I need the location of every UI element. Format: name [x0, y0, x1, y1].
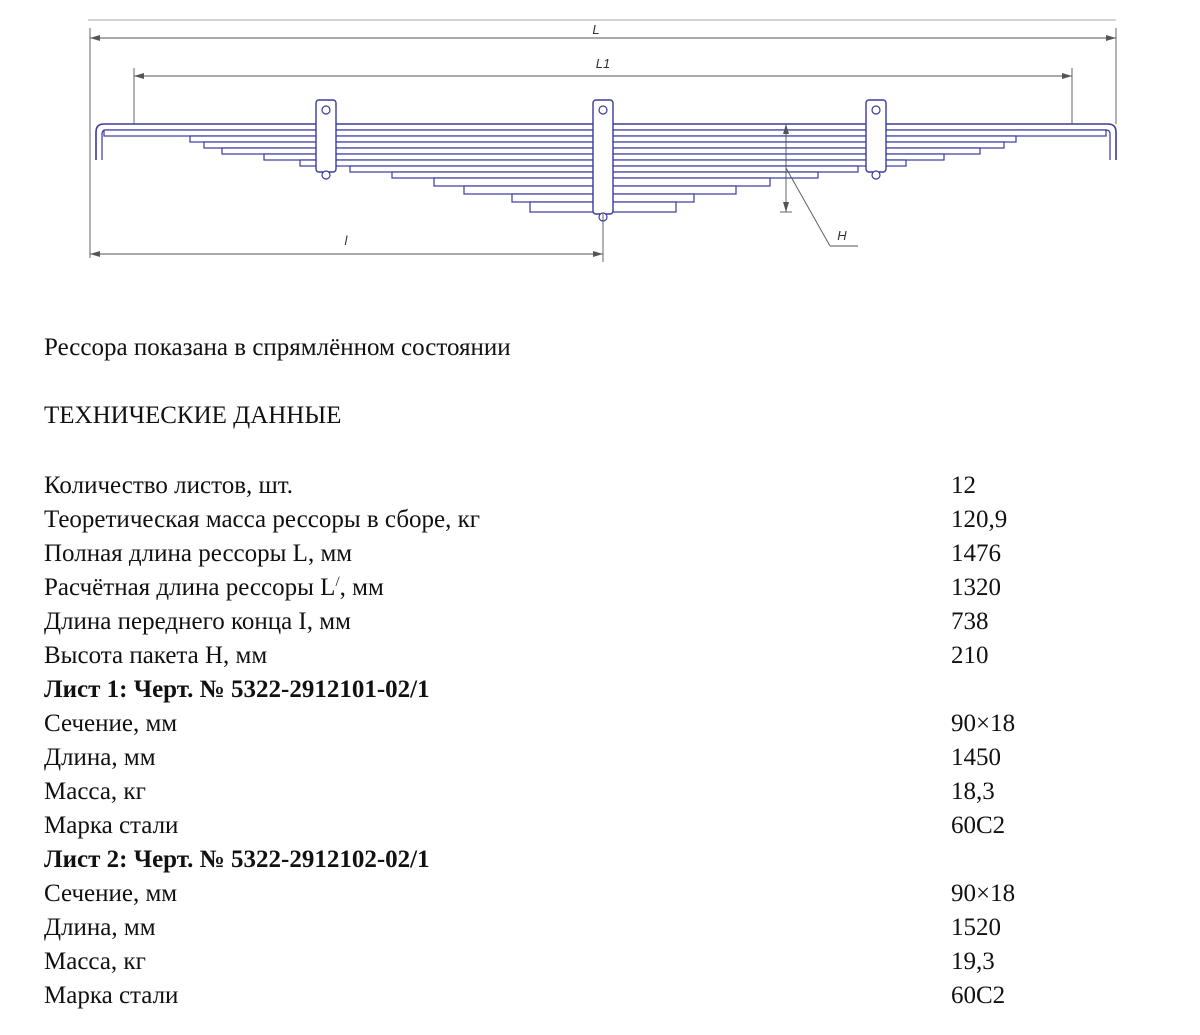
dim-label-L: L [592, 22, 600, 37]
clamp-bolt-hole [599, 106, 607, 114]
spec-row [44, 537, 1144, 571]
spec-row [44, 741, 1144, 775]
spec-value: 1450 [951, 744, 1001, 771]
spec-row [44, 775, 1144, 809]
spec-label: Масса, кг [44, 948, 146, 975]
spec-label: Длина переднего конца I, мм [44, 608, 351, 635]
spec-value: 1320 [951, 574, 1001, 601]
spec-label-unit: , мм [339, 574, 384, 601]
section-title: ТЕХНИЧЕСКИЕ ДАННЫЕ [44, 402, 342, 429]
spec-value: 60С2 [951, 812, 1006, 839]
spec-value: 90×18 [951, 880, 1016, 907]
spec-section-header [44, 843, 1144, 877]
clamp-bolt-hole [322, 106, 330, 114]
spec-row [44, 911, 1144, 945]
spec-value: 18,3 [951, 778, 995, 805]
spec-label: Теоретическая масса рессоры в сборе, кг [44, 506, 481, 533]
center-clamp [593, 100, 613, 214]
leaf-spring-drawing [0, 0, 1200, 280]
spec-row [44, 469, 1144, 503]
clamp-nut [322, 171, 330, 179]
spec-table [44, 469, 1144, 1013]
clamp-bolt-hole [872, 106, 880, 114]
arrow-H-bottom [783, 202, 789, 212]
spec-label: Марка стали [44, 982, 179, 1009]
spec-row [44, 945, 1144, 979]
leader-H [786, 168, 830, 246]
spec-label: Масса, кг [44, 778, 146, 805]
spring-geometry [96, 100, 1116, 221]
drawing-caption: Рессора показана в спрямлённом состоянии [44, 334, 511, 361]
spec-row [44, 809, 1144, 843]
spec-value: 120,9 [951, 506, 1008, 533]
spec-label [44, 571, 384, 605]
spec-row [44, 877, 1144, 911]
arrow-L1-right [1062, 73, 1072, 79]
spec-label-superscript: / [335, 574, 340, 590]
arrow-L-left [90, 35, 100, 41]
spec-label: Высота пакета H, мм [44, 642, 268, 669]
arrow-L-right [1106, 35, 1116, 41]
spec-value: 12 [951, 472, 976, 499]
spec-value: 90×18 [951, 710, 1016, 737]
spec-row [44, 707, 1144, 741]
spec-section-header [44, 673, 1144, 707]
spec-label: Количество листов, шт. [44, 472, 294, 499]
spec-label: Сечение, мм [44, 710, 178, 737]
spec-row [44, 639, 1144, 673]
spec-value: 60С2 [951, 982, 1006, 1009]
spec-value: 1520 [951, 914, 1001, 941]
spec-label: Длина, мм [44, 744, 156, 771]
spec-value: 19,3 [951, 948, 995, 975]
dim-label-L1: L1 [595, 56, 611, 71]
arrow-H-top [783, 124, 789, 134]
arrow-l-right [593, 251, 603, 257]
spec-label-text: Расчётная длина рессоры L [44, 574, 336, 601]
spec-section-label: Лист 2: Черт. № 5322-2912102-02/1 [44, 846, 430, 873]
arrow-L1-left [134, 73, 144, 79]
spec-section-label: Лист 1: Черт. № 5322-2912101-02/1 [44, 676, 430, 703]
spec-label: Сечение, мм [44, 880, 178, 907]
spec-row [44, 571, 1144, 605]
spec-value: 1476 [951, 540, 1001, 567]
spec-label: Полная длина рессоры L, мм [44, 540, 353, 567]
dim-label-H: H [837, 228, 847, 243]
spec-value: 210 [951, 642, 989, 669]
clamp-nut [872, 171, 880, 179]
arrow-l-left [90, 251, 100, 257]
spec-row [44, 605, 1144, 639]
spec-value: 738 [951, 608, 989, 635]
spec-row [44, 503, 1144, 537]
spec-label: Марка стали [44, 812, 179, 839]
spec-row [44, 979, 1144, 1013]
spec-label: Длина, мм [44, 914, 156, 941]
dim-label-l: l [344, 233, 348, 248]
